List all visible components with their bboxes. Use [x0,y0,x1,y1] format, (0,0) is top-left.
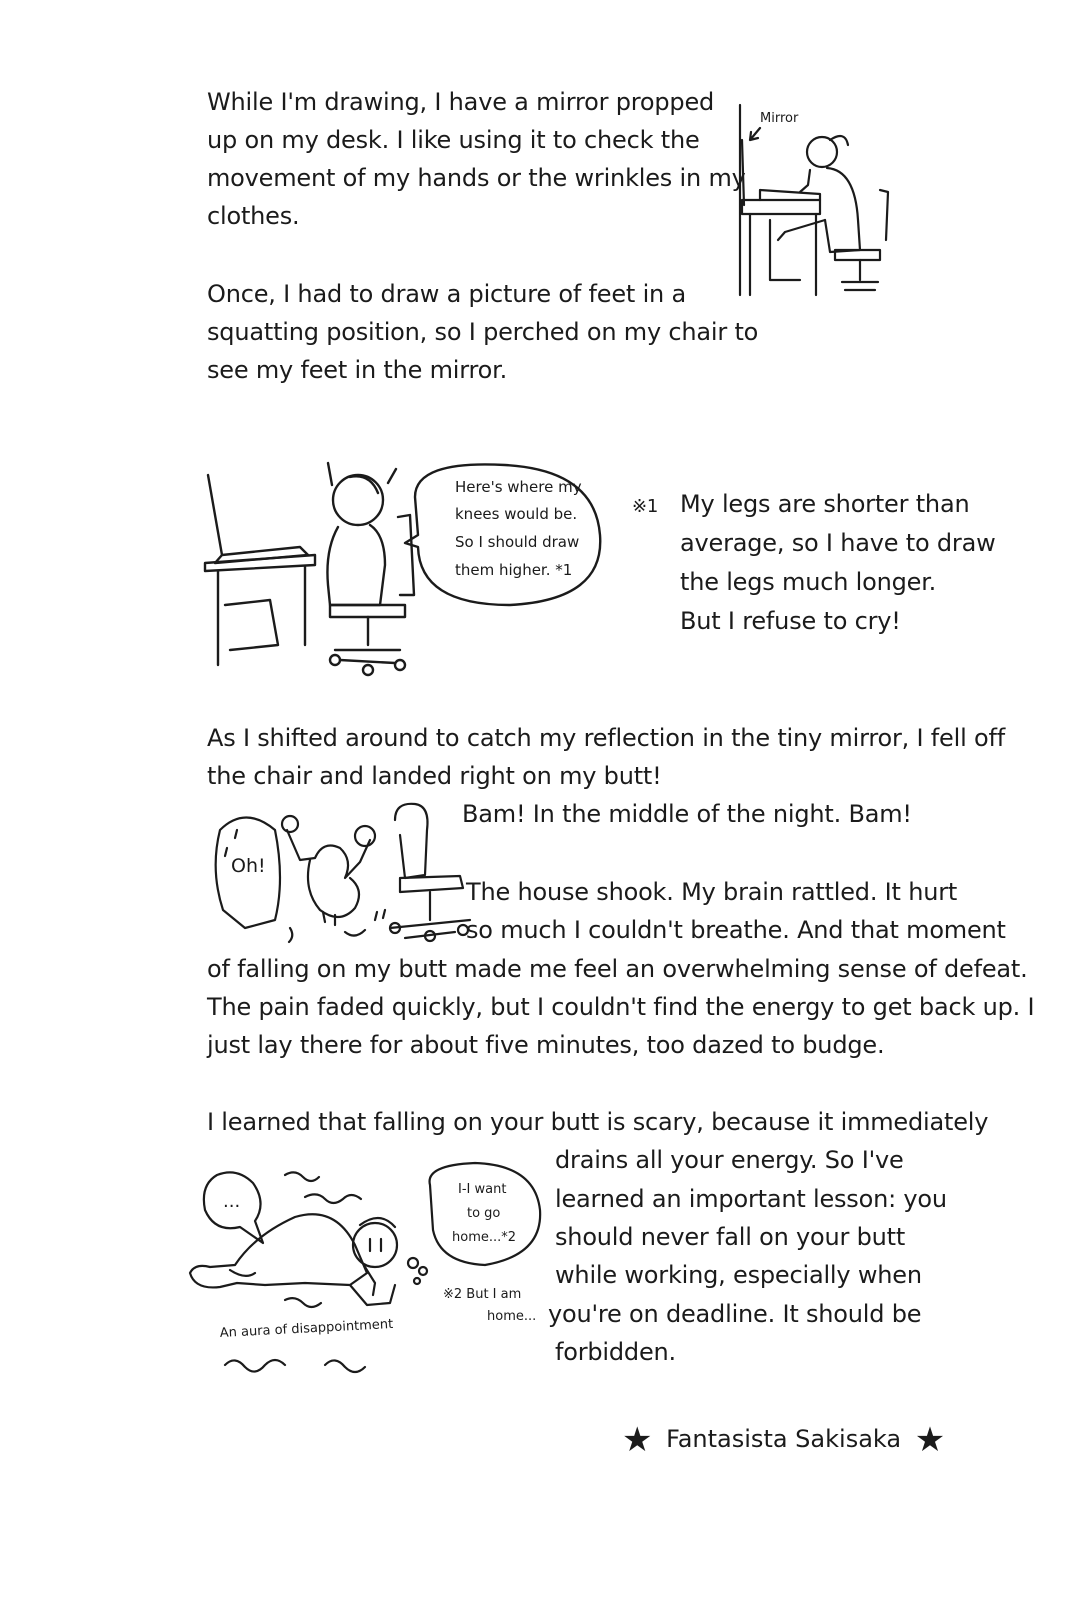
star-icon: ★ [914,1420,946,1460]
text-line: see my feet in the mirror. [207,356,508,384]
text-line: up on my desk. I like using it to check the [207,126,700,154]
thought-line: to go [467,1206,501,1221]
oh-exclamation: Oh! [231,855,266,877]
bubble-line: Here's where my [455,478,582,496]
thought-line: home...*2 [452,1230,517,1245]
text-line: while working, especially when [555,1261,922,1289]
author-signature [622,1420,946,1460]
ellipsis-bubble-text: ... [223,1191,241,1212]
text-line: As I shifted around to catch my reflection in the tiny mirror, I fell off [207,724,1005,752]
fall-illustration [205,800,470,952]
text-line: just lay there for about five minutes, too dazed to budge. [207,1031,885,1059]
text-line: clothes. [207,202,300,230]
bubble-line: So I should draw [455,533,580,551]
bubble-line: knees would be. [455,505,578,523]
text-line: I learned that falling on your butt is scary, because it immediately [207,1108,989,1136]
lying-down-illustration [185,1155,550,1385]
text-line: Bam! In the middle of the night. Bam! [462,800,912,828]
footnote-2-line: home... [487,1309,537,1324]
footnote-line: But I refuse to cry! [680,607,901,635]
text-line: learned an important lesson: you [555,1185,947,1213]
text-line: The pain faded quickly, but I couldn't find the energy to get back up. I [207,993,1035,1021]
text-line: should never fall on your butt [555,1223,906,1251]
text-line: squatting position, so I perched on my chair to [207,318,759,346]
footnote-line: the legs much longer. [680,568,937,596]
text-line: While I'm drawing, I have a mirror propped [207,88,715,116]
footnote-line: My legs are shorter than [680,490,970,518]
text-line: of falling on my butt made me feel an overwhelming sense of defeat. [207,955,1028,983]
thought-line: I-I want [458,1182,507,1197]
text-line: the chair and landed right on my butt! [207,762,662,790]
text-line: The house shook. My brain rattled. It hurt [466,878,958,906]
aura-caption: An aura of disappointment [219,1316,394,1341]
text-line: Once, I had to draw a picture of feet in a [207,280,686,308]
bubble-line: them higher. *1 [455,561,573,579]
star-icon: ★ [622,1420,653,1460]
text-line: forbidden. [555,1338,676,1366]
text-line: you're on deadline. It should be [548,1300,922,1328]
author-name: Fantasista Sakisaka [666,1425,902,1453]
footnote-2-line: ※2 But I am [443,1287,522,1302]
footnote-line: average, so I have to draw [680,529,996,557]
text-line: so much I couldn't breathe. And that moment [466,916,1006,944]
footnote-marker: ※1 [632,496,659,517]
mirror-label: Mirror [760,111,799,126]
desk-mirror-illustration [730,100,900,300]
text-line: movement of my hands or the wrinkles in my [207,164,746,192]
text-line: drains all your energy. So I've [555,1146,904,1174]
